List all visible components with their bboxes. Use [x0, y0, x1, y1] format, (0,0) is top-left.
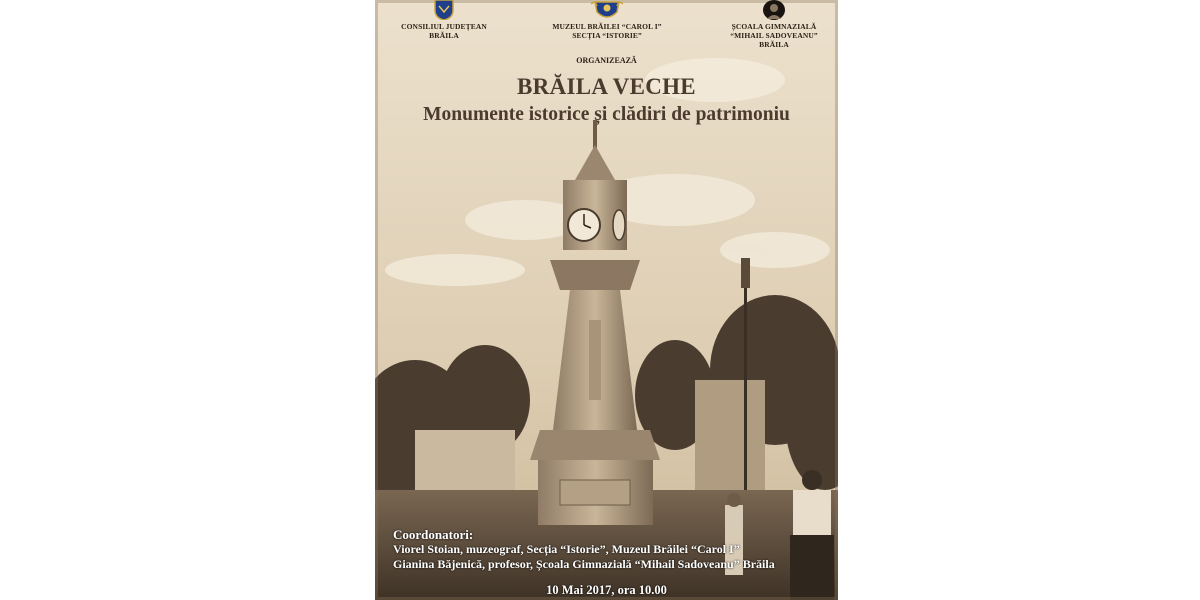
- header-museum: [543, 0, 671, 40]
- county-crest-icon: [433, 0, 455, 20]
- poster-subtitle: Monumente istorice și clădiri de patrimoniu: [423, 104, 790, 125]
- header-school: [715, 0, 833, 49]
- coordinator-line: Viorel Stoian, muzeograf, Secția “Istorie”, Muzeul Brăilei “Carol I”: [393, 542, 740, 556]
- school-line1: ȘCOALA GIMNAZIALĂ: [731, 22, 817, 31]
- school-line2: “MIHAIL SADOVEANU” BRĂILA: [730, 31, 818, 49]
- event-date: 10 Mai 2017, ora 10.00: [546, 583, 667, 597]
- portrait-icon: [762, 0, 786, 20]
- header-county-council: [389, 0, 499, 40]
- event-poster: [375, 0, 838, 600]
- coordinators-heading: Coordonatori:: [393, 527, 474, 542]
- coordinators-block: [393, 527, 838, 572]
- museum-line1: MUZEUL BRĂILEI “CAROL I”: [552, 22, 662, 31]
- county-council-line1: CONSILIUL JUDEȚEAN: [401, 22, 487, 31]
- museum-line2: SECȚIA “ISTORIE”: [572, 31, 642, 40]
- lamp-post: [744, 260, 747, 500]
- background-building: [415, 430, 515, 490]
- coordinator-line: Gianina Băjenică, profesor, Școala Gimnazială “Mihail Sadoveanu” Brăila: [393, 557, 775, 571]
- poster-title: BRĂILA VECHE: [517, 74, 696, 99]
- museum-crest-icon: [591, 0, 623, 20]
- organizer-label: ORGANIZEAZĂ: [576, 56, 637, 65]
- county-council-line2: BRĂILA: [429, 31, 459, 40]
